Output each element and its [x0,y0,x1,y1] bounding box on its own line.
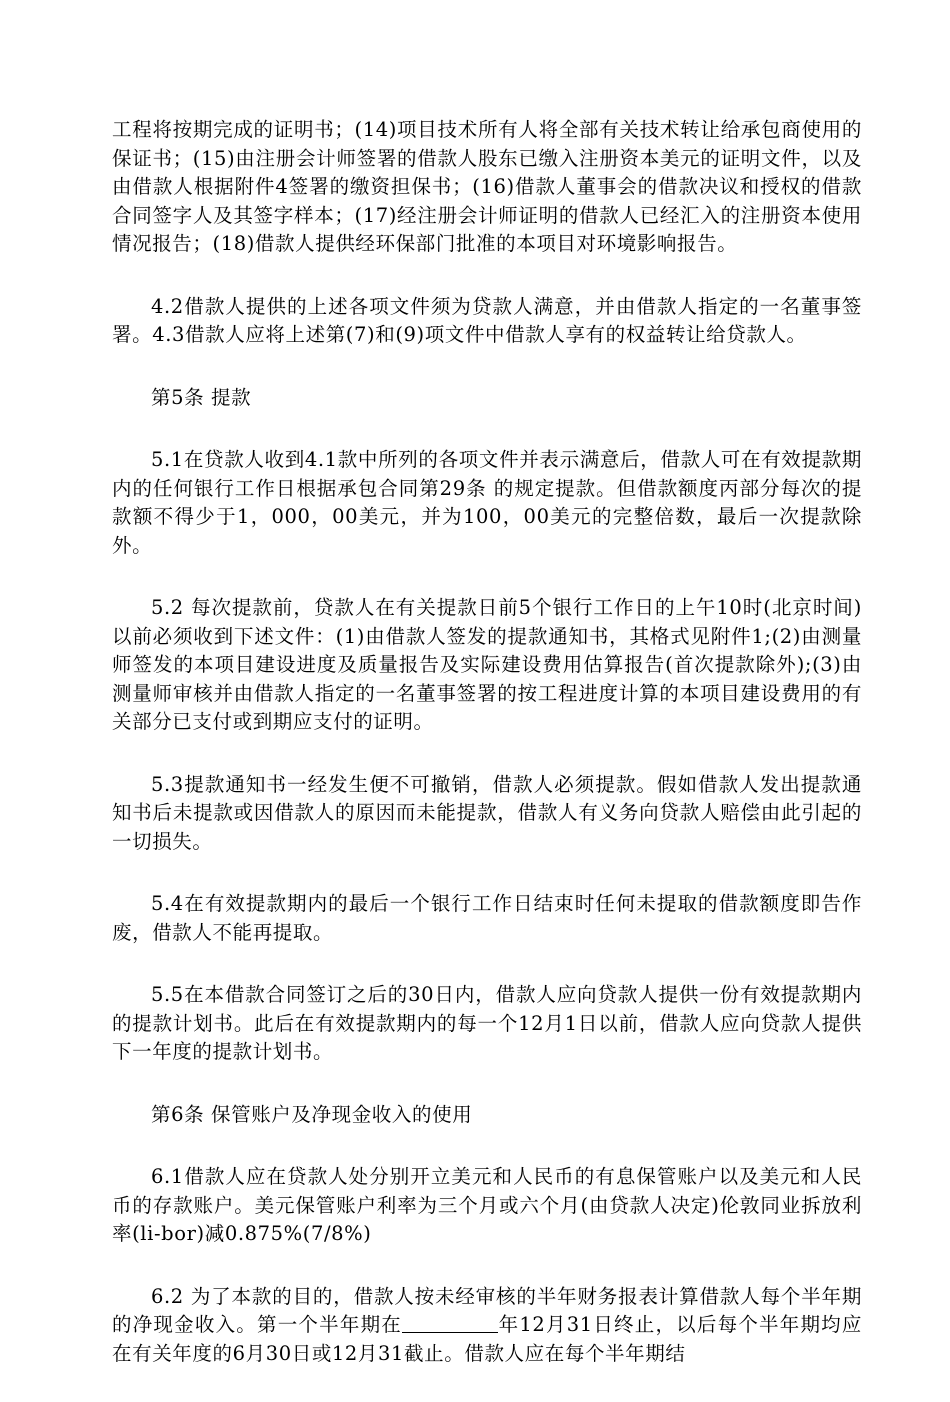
paragraph-6-2 [112,1283,862,1369]
document-body [112,116,862,1402]
fill-in-blank [402,1314,498,1333]
paragraph-5-1: 5.1在贷款人收到4.1款中所列的各项文件并表示满意后，借款人可在有效提款期内的任何银行工作日根据承包合同第29条 的规定提款。但借款额度丙部分每次的提款额不得少于1，000，00美元，并为100，00美元的完整倍数，最后一次提款除外。 [112,448,862,557]
paragraph-5-5: 5.5在本借款合同签订之后的30日内，借款人应向贷款人提供一份有效提款期内的提款计划书。此后在有效提款期内的每一个12月1日以前，借款人应向贷款人提供下一年度的提款计划书。 [112,983,862,1063]
paragraph-6-1: 6.1借款人应在贷款人处分别开立美元和人民币的有息保管账户以及美元和人民币的存款账户。美元保管账户利率为三个月或六个月(由贷款人决定)伦敦同业拆放利率(li-bor)减0.875%(7/8%) [112,1165,862,1245]
paragraph-4-2: 4.2借款人提供的上述各项文件须为贷款人满意，并由借款人指定的一名董事签署。4.3借款人应将上述第(7)和(9)项文件中借款人享有的权益转让给贷款人。 [112,294,862,346]
paragraph-6-2-part1: 6.2 为了本款的目的，借款人按未经审核的半年财务报表计算借款人每个半年期的净现金收入。第一个半年期在 [112,1284,862,1336]
paragraph-4-1-continued: 工程将按期完成的证明书；(14)项目技术所有人将全部有关技术转让给承包商使用的保证书；(15)由注册会计师签署的借款人股东已缴入注册资本美元的证明文件，以及由借款人根据附件4签署的缴资担保书；(16)借款人董事会的借款决议和授权的借款合同签字人及其签字样本；(17)经注册会计师证明的借款人已经汇入的注册资本使用情况报告；(18)借款人提供经环保部门批准的本项目对环境影响报告。 [112,118,862,255]
article-6-heading: 第6条 保管账户及净现金收入的使用 [151,1102,473,1126]
article-5-heading: 第5条 提款 [151,385,252,409]
paragraph-5-4: 5.4在有效提款期内的最后一个银行工作日结束时任何未提取的借款额度即告作废，借款人不能再提取。 [112,892,862,944]
paragraph-5-2: 5.2 每次提款前，贷款人在有关提款日前5个银行工作日的上午10时(北京时间)以前必须收到下述文件：(1)由借款人签发的提款通知书，其格式见附件1;(2)由测量师签发的本项目建设进度及质量报告及实际建设费用估算报告(首次提款除外);(3)由测量师审核并由借款人指定的一名董事签署的按工程进度计算的本项目建设费用的有关部分已支付或到期应支付的证明。 [112,596,862,733]
paragraph-6-2-part2: 年12月31日终止，以后每个半年期均应在有关年度的6月30日或12月31截止。借款人应在每个半年期结 [112,1313,862,1365]
paragraph-5-3: 5.3提款通知书一经发生便不可撤销，借款人必须提款。假如借款人发出提款通知书后未提款或因借款人的原因而未能提款，借款人有义务向贷款人赔偿由此引起的一切损失。 [112,772,862,853]
